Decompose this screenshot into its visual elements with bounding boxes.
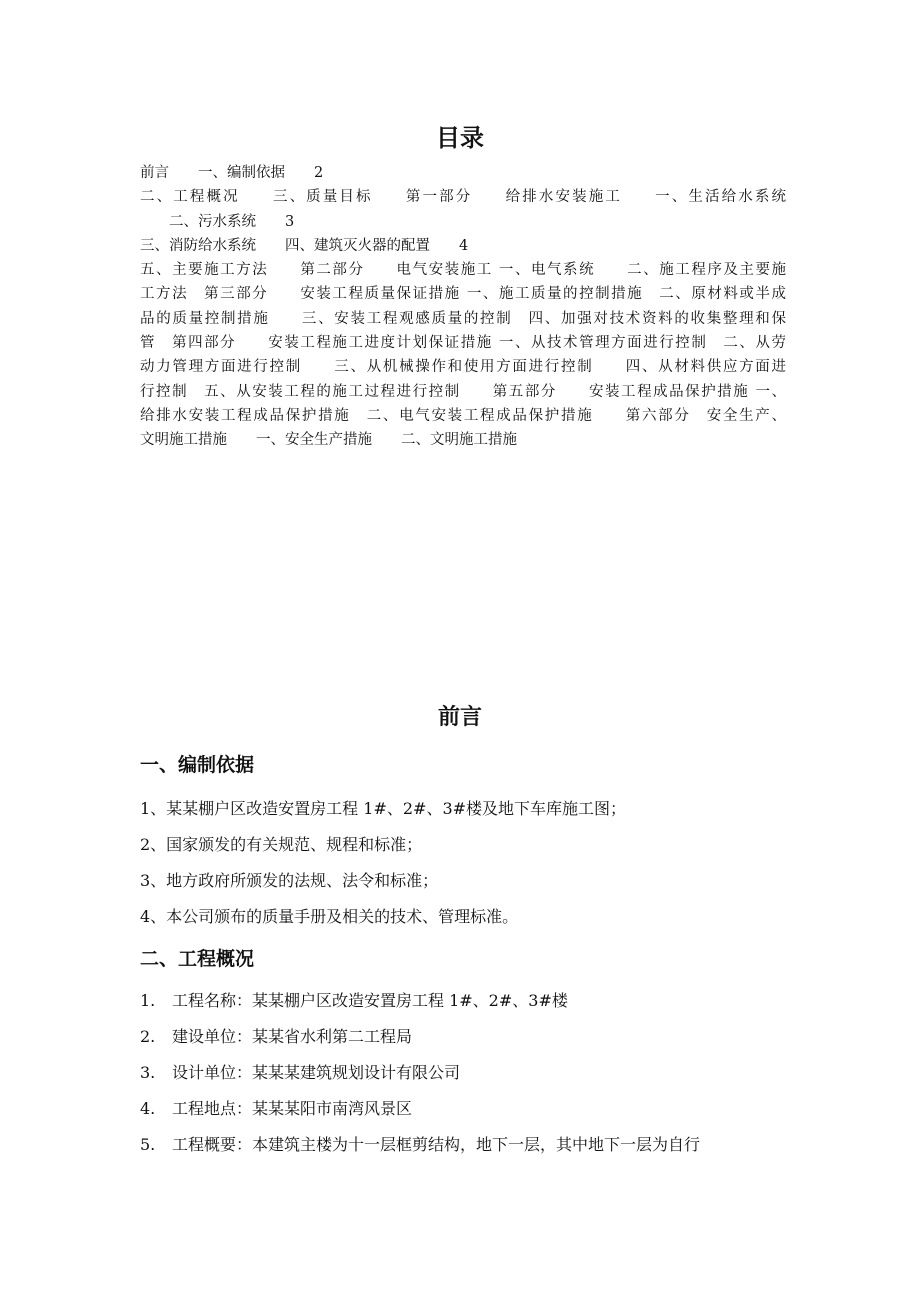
item-text: 设计单位：某某某建筑规划设计有限公司 (172, 1063, 461, 1082)
list-item: 4、本公司颁布的质量手册及相关的技术、管理标准。 (140, 907, 519, 926)
item-text: 工程地点：某某某阳市南湾风景区 (172, 1099, 413, 1118)
toc-line: 行控制 五、从安装工程的施工过程进行控制 第五部分 安装工程成品保护措施 一、 (140, 383, 786, 400)
numbered-item (140, 1096, 412, 1119)
item-number: 4. (140, 1099, 156, 1118)
numbered-item (140, 1132, 700, 1155)
toc-line: 三、消防给水系统 四、建筑灭火器的配置 4 (140, 237, 469, 254)
toc-line: 二、工程概况 三、质量目标 第一部分 给排水安装施工 一、生活给水系统 (140, 189, 786, 206)
toc-line: 二、污水系统 3 (140, 213, 295, 230)
preface-title: 前言 (437, 705, 482, 730)
section-heading-basis: 一、编制依据 (140, 754, 255, 776)
toc-line: 品的质量控制措施 三、安装工程观感质量的控制 四、加强对技术资料的收集整理和保 (140, 310, 786, 327)
toc-line: 五、主要施工方法 第二部分 电气安装施工 一、电气系统 二、施工程序及主要施 (140, 262, 786, 279)
item-number: 2. (140, 1027, 156, 1046)
item-number: 3. (140, 1063, 156, 1082)
list-item: 1、某某棚户区改造安置房工程 1#、2#、3#楼及地下车库施工图； (140, 799, 627, 818)
toc-line: 管 第四部分 安装工程施工进度计划保证措施 一、从技术管理方面进行控制 二、从劳 (140, 335, 786, 352)
toc-list (140, 161, 786, 453)
toc-line: 动力管理方面进行控制 三、从机械操作和使用方面进行控制 四、从材料供应方面进 (140, 359, 786, 376)
list-item: 2、国家颁发的有关规范、规程和标准； (140, 835, 423, 854)
item-text: 工程名称：某某棚户区改造安置房工程 1#、2#、3#楼 (172, 991, 568, 1010)
numbered-item (140, 1060, 460, 1083)
toc-line: 给排水安装工程成品保护措施 二、电气安装工程成品保护措施 第六部分 安全生产、 (140, 407, 786, 424)
item-number: 1. (140, 991, 156, 1010)
item-number: 5. (140, 1135, 156, 1154)
item-text: 工程概要：本建筑主楼为十一层框剪结构，地下一层，其中地下一层为自行 (172, 1135, 701, 1154)
toc-title: 目录 (436, 124, 484, 152)
section-heading-overview: 二、工程概况 (140, 948, 255, 970)
numbered-item (140, 988, 568, 1011)
numbered-item (140, 1024, 412, 1047)
list-item: 3、地方政府所颁发的法规、法令和标准； (140, 871, 439, 890)
toc-line: 工方法 第三部分 安装工程质量保证措施 一、施工质量的控制措施 二、原材料或半成 (140, 286, 786, 303)
toc-line: 前言 一、编制依据 2 (140, 165, 324, 181)
toc-line: 文明施工措施 一、安全生产措施 二、文明施工措施 (140, 432, 517, 449)
item-text: 建设单位：某某省水利第二工程局 (172, 1027, 413, 1046)
